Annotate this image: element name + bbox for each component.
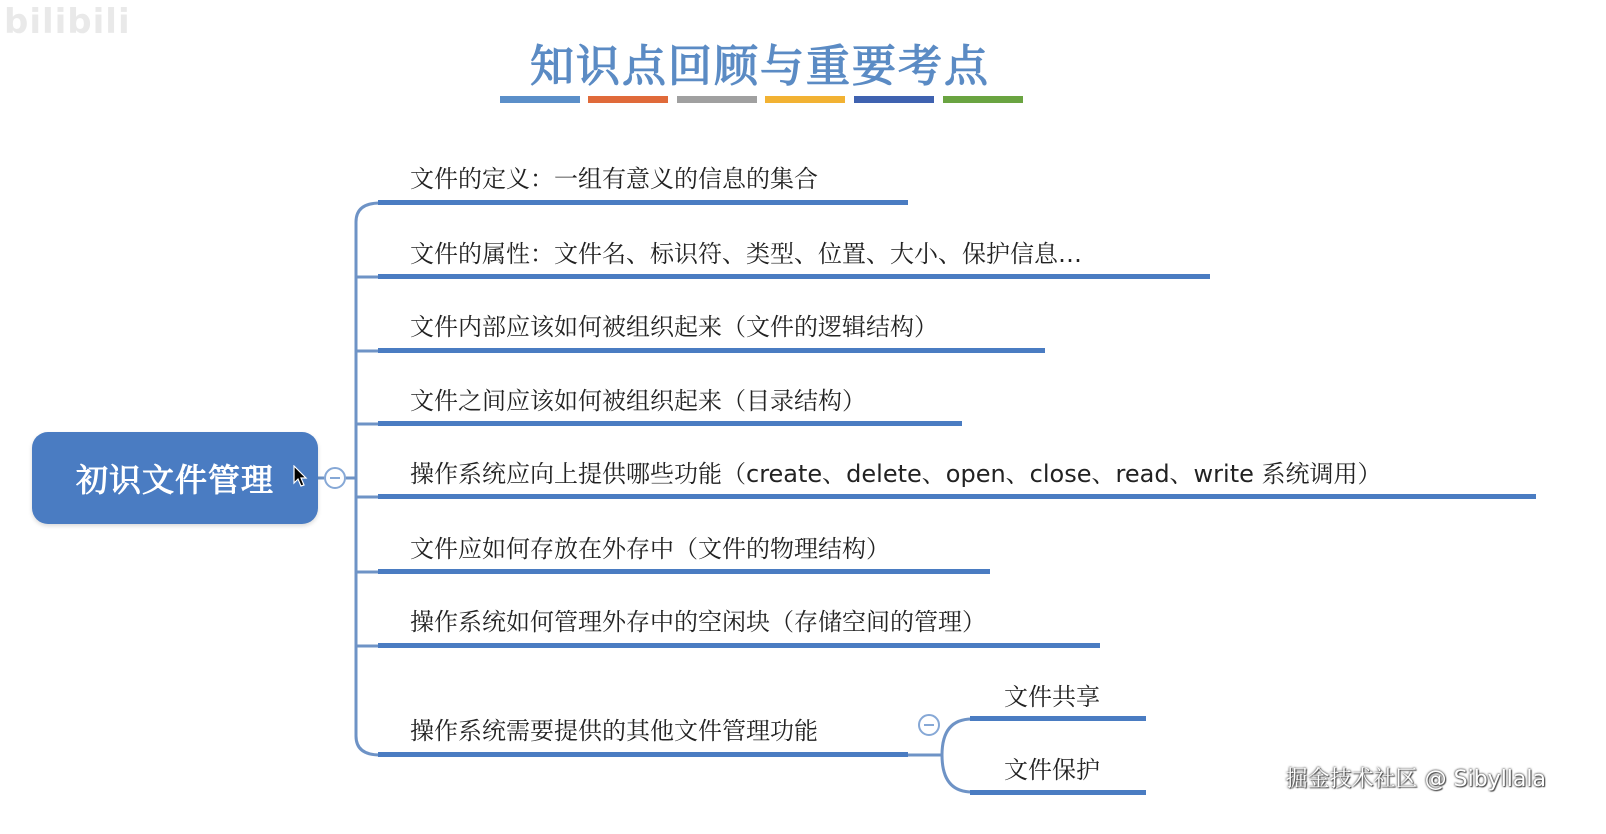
sub-branch-underline <box>970 790 1146 795</box>
branch-functions-label[interactable]: 操作系统应向上提供哪些功能（create、delete、open、close、read、write 系统调用） <box>410 460 1382 488</box>
branch-underline <box>378 494 1536 499</box>
sub-branch-sharing-label[interactable]: 文件共享 <box>1004 683 1100 711</box>
sub-connector <box>942 755 972 792</box>
branch-logical-structure-label[interactable]: 文件内部应该如何被组织起来（文件的逻辑结构） <box>410 313 938 341</box>
root-label: 初识文件管理 <box>75 461 274 499</box>
juejin-watermark: 掘金技术社区 @ Sibyllala <box>1285 767 1546 792</box>
branch-underline <box>378 200 908 205</box>
branch-physical-structure-label[interactable]: 文件应如何存放在外存中（文件的物理结构） <box>410 535 890 563</box>
collapse-branch-icon[interactable] <box>918 714 940 736</box>
branch-underline <box>378 643 1100 648</box>
branch-free-space-label[interactable]: 操作系统如何管理外存中的空闲块（存储空间的管理） <box>410 608 986 636</box>
bilibili-watermark: bilibili <box>4 2 131 42</box>
sub-connector <box>942 719 972 755</box>
spine-connector <box>356 203 380 755</box>
branch-attributes-label[interactable]: 文件的属性：文件名、标识符、类型、位置、大小、保护信息… <box>410 240 1082 268</box>
sub-branch-protection-label[interactable]: 文件保护 <box>1004 756 1100 784</box>
branch-other-functions-label[interactable]: 操作系统需要提供的其他文件管理功能 <box>410 717 818 745</box>
sub-branch-underline <box>970 716 1146 721</box>
branch-underline <box>378 274 1210 279</box>
page-title: 知识点回顾与重要考点 <box>530 41 990 92</box>
branch-directory-structure-label[interactable]: 文件之间应该如何被组织起来（目录结构） <box>410 387 866 415</box>
root-node[interactable] <box>32 432 318 524</box>
branch-underline <box>378 348 1045 353</box>
branch-underline <box>378 421 962 426</box>
mouse-cursor-icon <box>293 465 309 489</box>
branch-underline <box>378 752 908 757</box>
branch-underline <box>378 569 990 574</box>
branch-definition-label[interactable]: 文件的定义：一组有意义的信息的集合 <box>410 165 818 193</box>
collapse-root-icon[interactable] <box>324 467 346 489</box>
